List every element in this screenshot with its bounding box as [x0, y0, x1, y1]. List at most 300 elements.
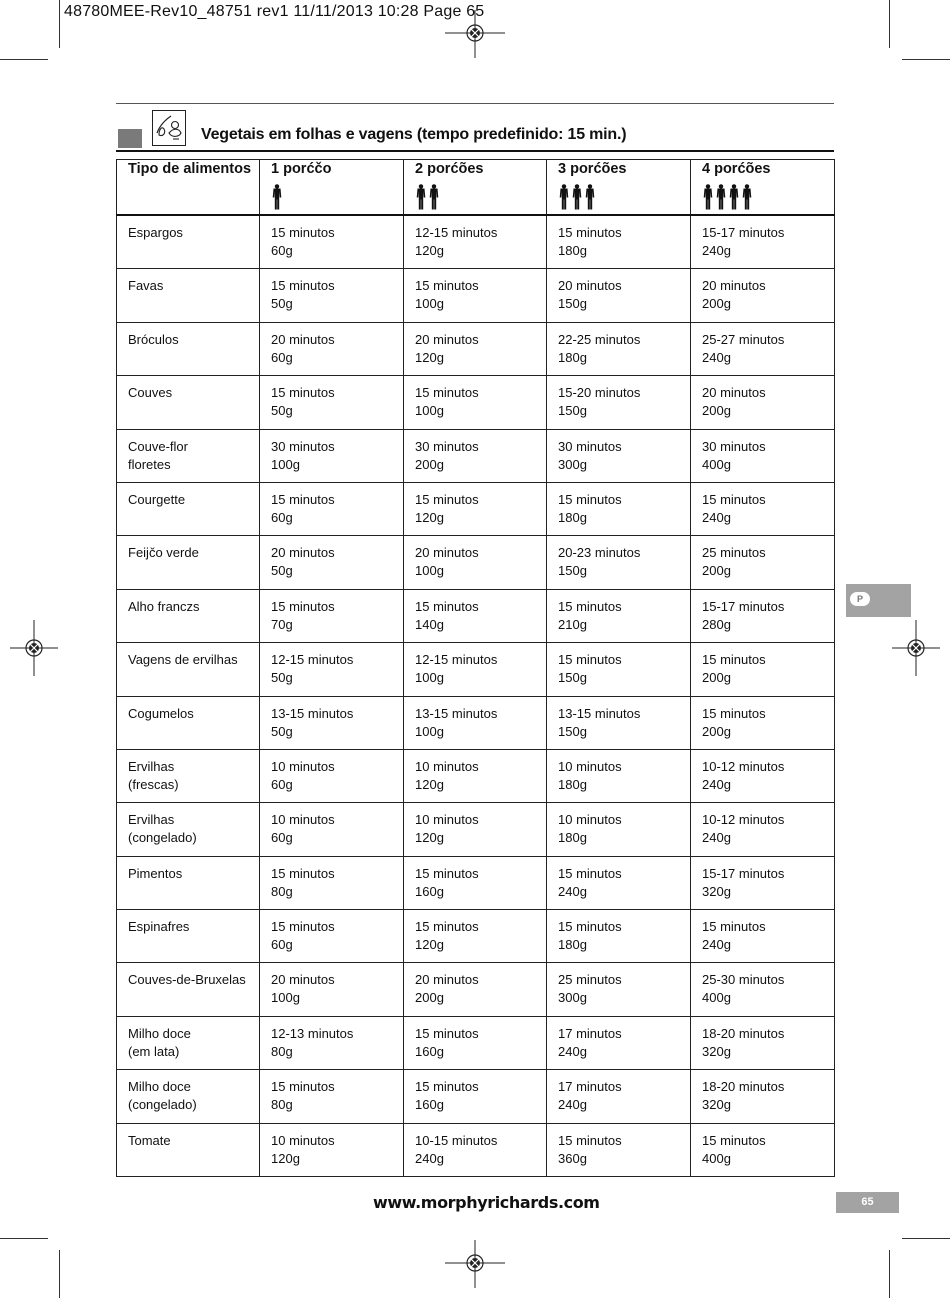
header-label: Tipo de alimentos: [128, 161, 252, 177]
cooking-times-table: [116, 159, 835, 1177]
cooking-time: 20 minutos: [271, 545, 335, 561]
food-weight: 80g: [271, 1043, 293, 1059]
portion-cell: [547, 963, 691, 1016]
crop-mark: [889, 1250, 890, 1298]
cooking-time: 10 minutos: [271, 812, 335, 828]
food-name-cell: [117, 376, 260, 429]
table-row: [117, 696, 835, 749]
crop-mark: [59, 1250, 60, 1298]
table-row: [117, 1016, 835, 1069]
food-weight: 400g: [702, 456, 731, 472]
portion-cell: [260, 803, 404, 856]
cooking-time: 30 minutos: [271, 438, 335, 454]
table-header-row: [117, 160, 835, 216]
portion-cell: [404, 536, 547, 589]
language-badge: P: [850, 592, 870, 606]
cooking-time: 15-17 minutos: [702, 865, 785, 881]
person-icon: [704, 184, 713, 209]
food-name: Pimentos: [128, 865, 183, 881]
cooking-time: 20 minutos: [558, 278, 622, 294]
portion-cell: [260, 856, 404, 909]
food-name-cell: [117, 482, 260, 535]
person-icon: [417, 184, 426, 209]
food-name-cell: [117, 269, 260, 322]
cooking-time: 12-15 minutos: [271, 652, 354, 668]
section-title: Vegetais em folhas e vagens (tempo predefinido: 15 min.): [201, 126, 627, 143]
portion-cell: [404, 856, 547, 909]
portion-cell: [547, 910, 691, 963]
registration-mark-icon: [445, 1240, 505, 1288]
portion-cell: [691, 696, 835, 749]
cooking-time: 15 minutos: [415, 491, 479, 507]
food-name: Milho doce: [128, 1079, 191, 1095]
food-weight: 240g: [558, 883, 587, 899]
food-name: Bróculos: [128, 331, 179, 347]
cooking-time: 13-15 minutos: [558, 705, 641, 721]
person-icon: [560, 184, 569, 209]
person-icon: [271, 180, 403, 214]
food-weight: 60g: [271, 776, 293, 792]
food-name: Alho franczs: [128, 598, 200, 614]
portion-cell: [547, 376, 691, 429]
food-weight: 100g: [415, 403, 444, 419]
food-name: Vagens de ervilhas: [128, 652, 238, 668]
cooking-time: 15 minutos: [271, 385, 335, 401]
portion-cell: [547, 536, 691, 589]
food-name-cell: [117, 1016, 260, 1069]
cooking-time: 13-15 minutos: [271, 705, 354, 721]
table-row: [117, 322, 835, 375]
portion-cell: [260, 215, 404, 269]
portion-cell: [260, 1123, 404, 1176]
portion-cell: [260, 269, 404, 322]
food-name-cell: [117, 536, 260, 589]
cooking-time: 15-20 minutos: [558, 385, 641, 401]
portion-cell: [691, 856, 835, 909]
portion-cell: [260, 482, 404, 535]
cooking-time: 30 minutos: [558, 438, 622, 454]
portion-cell: [691, 536, 835, 589]
portion-cell: [547, 856, 691, 909]
cooking-time: 15 minutos: [271, 491, 335, 507]
cooking-time: 20-23 minutos: [558, 545, 641, 561]
food-weight: 140g: [415, 616, 444, 632]
portion-cell: [547, 1070, 691, 1123]
portion-cell: [404, 749, 547, 802]
table-row: [117, 1070, 835, 1123]
food-weight: 280g: [702, 616, 731, 632]
portion-cell: [404, 1070, 547, 1123]
food-weight: 60g: [271, 243, 293, 258]
food-weight: 300g: [558, 456, 587, 472]
food-weight: 180g: [558, 776, 587, 792]
cooking-time: 15 minutos: [558, 919, 622, 935]
food-name-cell: [117, 910, 260, 963]
food-weight: 120g: [415, 830, 444, 846]
food-weight: 150g: [558, 563, 587, 579]
cooking-time: 10 minutos: [558, 812, 622, 828]
food-weight: 240g: [702, 830, 731, 846]
table-row: [117, 749, 835, 802]
header-2-portions: [404, 160, 547, 216]
cooking-time: 20 minutos: [702, 385, 766, 401]
food-name: (em lata): [128, 1043, 180, 1059]
cooking-time: 20 minutos: [415, 331, 479, 347]
portion-cell: [260, 749, 404, 802]
page-number: 65: [836, 1192, 899, 1213]
cooking-time: 15 minutos: [271, 598, 335, 614]
food-name: Espargos: [128, 225, 183, 240]
portion-cell: [691, 1070, 835, 1123]
cooking-time: 15 minutos: [415, 278, 479, 294]
header-label: 2 porćões: [415, 161, 484, 177]
food-name-cell: [117, 589, 260, 642]
portion-cell: [691, 269, 835, 322]
person-icon: [717, 184, 726, 209]
cooking-time: 10 minutos: [415, 812, 479, 828]
food-weight: 200g: [702, 723, 731, 739]
cooking-time: 25 minutos: [702, 545, 766, 561]
food-name-cell: [117, 856, 260, 909]
cooking-time: 13-15 minutos: [415, 705, 498, 721]
cooking-time: 15 minutos: [271, 865, 335, 881]
person-icon: [586, 184, 595, 209]
portion-cell: [404, 963, 547, 1016]
portion-cell: [547, 803, 691, 856]
print-slug: 48780MEE-Rev10_48751 rev1 11/11/2013 10:28 Page 65: [64, 3, 485, 20]
food-name-cell: [117, 963, 260, 1016]
portion-cell: [691, 643, 835, 696]
cooking-time: 22-25 minutos: [558, 331, 641, 347]
food-weight: 150g: [558, 403, 587, 419]
food-weight: 50g: [271, 670, 293, 686]
food-weight: 180g: [558, 937, 587, 953]
cooking-time: 10 minutos: [271, 1132, 335, 1148]
header-label: 3 porćões: [558, 161, 627, 177]
portion-cell: [260, 1070, 404, 1123]
food-weight: 100g: [271, 456, 300, 472]
cooking-time: 10-15 minutos: [415, 1132, 498, 1148]
portion-cell: [691, 589, 835, 642]
food-weight: 50g: [271, 563, 293, 579]
portion-cell: [404, 269, 547, 322]
food-name: Couves: [128, 385, 173, 401]
portion-cell: [404, 1123, 547, 1176]
cooking-time: 15 minutos: [415, 598, 479, 614]
crop-mark: [902, 1238, 950, 1239]
portion-cell: [691, 1016, 835, 1069]
portion-cell: [691, 215, 835, 269]
section-marker: [118, 129, 142, 148]
crop-mark: [0, 59, 48, 60]
food-weight: 240g: [702, 349, 731, 365]
portion-cell: [547, 322, 691, 375]
cooking-time: 20 minutos: [415, 545, 479, 561]
cooking-time: 10 minutos: [558, 758, 622, 774]
cooking-time: 15 minutos: [415, 1025, 479, 1041]
food-weight: 160g: [415, 1043, 444, 1059]
portion-cell: [260, 429, 404, 482]
food-weight: 400g: [702, 1150, 731, 1166]
cooking-time: 15 minutos: [558, 225, 622, 240]
portion-cell: [547, 589, 691, 642]
portion-cell: [547, 429, 691, 482]
food-name: Couve-flor: [128, 438, 188, 454]
food-weight: 80g: [271, 1097, 293, 1113]
food-weight: 100g: [415, 563, 444, 579]
steamer-vegetable-icon: [152, 110, 186, 146]
food-name-cell: [117, 1123, 260, 1176]
portion-cell: [691, 322, 835, 375]
cooking-time: 15-17 minutos: [702, 225, 785, 240]
cooking-time: 15 minutos: [415, 385, 479, 401]
food-weight: 240g: [558, 1043, 587, 1059]
header-3-portions: [547, 160, 691, 216]
food-weight: 240g: [702, 776, 731, 792]
portion-cell: [547, 749, 691, 802]
top-rule: [116, 103, 834, 104]
food-weight: 150g: [558, 723, 587, 739]
registration-mark-icon: [445, 10, 505, 58]
cooking-time: 15-17 minutos: [702, 598, 785, 614]
person-icon: [558, 180, 690, 214]
food-weight: 180g: [558, 349, 587, 365]
food-weight: 60g: [271, 937, 293, 953]
food-weight: 100g: [415, 670, 444, 686]
header-4-portions: [691, 160, 835, 216]
cooking-time: 25 minutos: [558, 972, 622, 988]
cooking-time: 15 minutos: [271, 225, 335, 240]
cooking-time: 15 minutos: [702, 652, 766, 668]
food-weight: 60g: [271, 349, 293, 365]
food-weight: 180g: [558, 509, 587, 525]
cooking-time: 12-15 minutos: [415, 652, 498, 668]
portion-cell: [547, 482, 691, 535]
cooking-time: 17 minutos: [558, 1025, 622, 1041]
cooking-time: 15 minutos: [271, 278, 335, 294]
food-weight: 200g: [415, 456, 444, 472]
portion-cell: [547, 643, 691, 696]
portion-cell: [260, 322, 404, 375]
table-row: [117, 643, 835, 696]
cooking-time: 15 minutos: [702, 491, 766, 507]
portion-cell: [404, 1016, 547, 1069]
language-tab: [846, 584, 911, 617]
food-weight: 100g: [415, 723, 444, 739]
cooking-time: 10-12 minutos: [702, 812, 785, 828]
food-weight: 120g: [415, 349, 444, 365]
portion-cell: [691, 963, 835, 1016]
table-row: [117, 803, 835, 856]
portion-cell: [691, 1123, 835, 1176]
portion-cell: [691, 429, 835, 482]
portion-cell: [404, 803, 547, 856]
table-row: [117, 589, 835, 642]
cooking-time: 15 minutos: [558, 652, 622, 668]
food-name-cell: [117, 643, 260, 696]
food-name: Espinafres: [128, 919, 190, 935]
food-weight: 50g: [271, 403, 293, 419]
food-name: Cogumelos: [128, 705, 194, 721]
portion-cell: [404, 215, 547, 269]
portion-cell: [404, 589, 547, 642]
portion-cell: [547, 269, 691, 322]
food-weight: 200g: [702, 563, 731, 579]
food-weight: 160g: [415, 883, 444, 899]
food-weight: 400g: [702, 990, 731, 1006]
food-name-cell: [117, 1070, 260, 1123]
food-weight: 150g: [558, 296, 587, 312]
food-weight: 360g: [558, 1150, 587, 1166]
food-weight: 100g: [415, 296, 444, 312]
food-weight: 240g: [702, 243, 731, 258]
portion-cell: [691, 910, 835, 963]
food-weight: 210g: [558, 616, 587, 632]
food-weight: 50g: [271, 296, 293, 312]
cooking-time: 15 minutos: [558, 598, 622, 614]
cooking-time: 30 minutos: [702, 438, 766, 454]
cooking-time: 12-13 minutos: [271, 1025, 354, 1041]
cooking-time: 15 minutos: [415, 1079, 479, 1095]
food-weight: 200g: [415, 990, 444, 1006]
cooking-time: 10 minutos: [271, 758, 335, 774]
cooking-time: 25-27 minutos: [702, 331, 785, 347]
portion-cell: [547, 215, 691, 269]
food-weight: 60g: [271, 830, 293, 846]
food-name: (congelado): [128, 1097, 197, 1113]
cooking-time: 15 minutos: [271, 919, 335, 935]
person-icon: [730, 184, 739, 209]
food-name-cell: [117, 749, 260, 802]
portion-cell: [404, 643, 547, 696]
food-name-cell: [117, 322, 260, 375]
registration-mark-icon: [10, 620, 58, 676]
crop-mark: [59, 0, 60, 48]
food-weight: 240g: [415, 1150, 444, 1166]
food-weight: 180g: [558, 243, 587, 258]
cooking-time: 15 minutos: [415, 919, 479, 935]
food-name: Ervilhas: [128, 812, 175, 828]
food-weight: 240g: [558, 1097, 587, 1113]
portion-cell: [691, 803, 835, 856]
food-name: floretes: [128, 456, 171, 472]
portion-cell: [547, 1123, 691, 1176]
person-icon: [273, 184, 282, 209]
food-weight: 120g: [415, 776, 444, 792]
portion-cell: [260, 696, 404, 749]
portion-cell: [404, 696, 547, 749]
table-row: [117, 536, 835, 589]
cooking-time: 17 minutos: [558, 1079, 622, 1095]
cooking-time: 15 minutos: [702, 919, 766, 935]
cooking-time: 10 minutos: [415, 758, 479, 774]
portion-cell: [260, 1016, 404, 1069]
cooking-time: 30 minutos: [415, 438, 479, 454]
cooking-time: 15 minutos: [702, 1132, 766, 1148]
cooking-time: 20 minutos: [271, 972, 335, 988]
food-weight: 120g: [415, 509, 444, 525]
food-name: Feijčo verde: [128, 545, 199, 561]
food-name: Couves-de-Bruxelas: [128, 972, 246, 988]
portion-cell: [404, 376, 547, 429]
food-weight: 120g: [415, 937, 444, 953]
portion-cell: [691, 376, 835, 429]
header-label: 1 porćčo: [271, 161, 332, 177]
footer-url: www.morphyrichards.com: [373, 1193, 600, 1212]
portion-cell: [547, 1016, 691, 1069]
food-weight: 320g: [702, 883, 731, 899]
food-weight: 60g: [271, 509, 293, 525]
portion-cell: [260, 536, 404, 589]
crop-mark: [0, 1238, 48, 1239]
section-header: [116, 110, 834, 152]
food-weight: 200g: [702, 403, 731, 419]
cooking-time: 15 minutos: [271, 1079, 335, 1095]
cooking-time: 10-12 minutos: [702, 758, 785, 774]
food-name: Courgette: [128, 491, 186, 507]
header-1-portion: [260, 160, 404, 216]
food-weight: 200g: [702, 670, 731, 686]
food-name: Ervilhas: [128, 758, 175, 774]
table-row: [117, 482, 835, 535]
person-icon: [702, 180, 834, 214]
food-weight: 100g: [271, 990, 300, 1006]
cooking-time: 20 minutos: [415, 972, 479, 988]
portion-cell: [260, 376, 404, 429]
food-weight: 300g: [558, 990, 587, 1006]
food-name-cell: [117, 696, 260, 749]
registration-mark-icon: [892, 620, 940, 676]
food-weight: 80g: [271, 883, 293, 899]
food-weight: 120g: [271, 1150, 300, 1166]
food-name-cell: [117, 803, 260, 856]
food-weight: 120g: [415, 243, 444, 258]
table-row: [117, 429, 835, 482]
table-row: [117, 376, 835, 429]
food-weight: 50g: [271, 723, 293, 739]
cooking-time: 15 minutos: [558, 1132, 622, 1148]
portion-cell: [260, 643, 404, 696]
cooking-time: 15 minutos: [558, 491, 622, 507]
food-name: Tomate: [128, 1132, 171, 1148]
food-weight: 160g: [415, 1097, 444, 1113]
portion-cell: [547, 696, 691, 749]
table-row: [117, 856, 835, 909]
food-name-cell: [117, 429, 260, 482]
food-weight: 240g: [702, 937, 731, 953]
food-weight: 240g: [702, 509, 731, 525]
food-weight: 180g: [558, 830, 587, 846]
food-weight: 320g: [702, 1097, 731, 1113]
food-weight: 320g: [702, 1043, 731, 1059]
food-name: Milho doce: [128, 1025, 191, 1041]
cooking-time: 20 minutos: [271, 331, 335, 347]
table-row: [117, 1123, 835, 1176]
portion-cell: [691, 749, 835, 802]
header-food-type: [117, 160, 260, 216]
food-name-cell: [117, 215, 260, 269]
cooking-time: 18-20 minutos: [702, 1025, 785, 1041]
food-name: (congelado): [128, 830, 197, 846]
person-icon: [743, 184, 752, 209]
portion-cell: [260, 589, 404, 642]
portion-cell: [404, 322, 547, 375]
food-weight: 70g: [271, 616, 293, 632]
food-weight: 200g: [702, 296, 731, 312]
cooking-time: 20 minutos: [702, 278, 766, 294]
portion-cell: [691, 482, 835, 535]
cooking-time: 15 minutos: [415, 865, 479, 881]
